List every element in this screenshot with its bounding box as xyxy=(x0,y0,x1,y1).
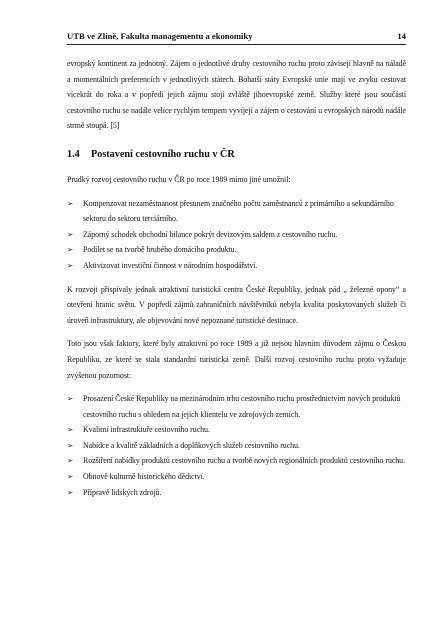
priorities-list xyxy=(67,391,406,500)
lead-paragraph: Prudký rozvoj cestovního ruchu v ČR po roce 1989 mimo jiné umožnil: xyxy=(67,174,291,184)
list-item xyxy=(67,391,406,422)
list-item-text: Kompenzovat nezaměstnanost přesunem značného počtu zaměstnanců z primárního a sekundárního sektoru do sektoru terciárního. xyxy=(83,198,394,224)
arrowhead-bullet-icon: ➢ xyxy=(67,198,74,208)
list-item xyxy=(67,242,406,258)
list-item xyxy=(67,258,406,274)
arrowhead-bullet-icon: ➢ xyxy=(67,487,74,497)
list-item xyxy=(67,485,406,501)
list-item-text: Aktivizovat investiční činnost v národním hospodářství. xyxy=(83,260,258,270)
arrowhead-bullet-icon: ➢ xyxy=(67,394,74,404)
list-item xyxy=(67,196,406,227)
arrowhead-bullet-icon: ➢ xyxy=(67,440,74,450)
list-item-text: Nabídce a kvalitě základních a doplňkových služeb cestovního ruchu. xyxy=(83,440,300,450)
section-title: Postavení cestovního ruchu v ČR xyxy=(91,148,235,160)
section-number: 1.4 xyxy=(67,148,80,160)
intro-paragraph: evropský kontinent za jednotný. Zájem o jednotlivé druhy cestovního ruchu proto závisejí hlavně na náladě a momentálních preferencích v jednotlivých státech. Bohatší státy Evropské unie mají ve zvyku cestovat vícekrát do roka a v popředí jejich zájmu stojí zvláště jihoevropské země. Služby které jsou součástí cestovního ruchu se nadále velice rychlým tempem vyvíjejí a zájem o cestování u evropských národů nadále strmě stoupá. [5] xyxy=(67,59,406,131)
running-header xyxy=(67,29,406,43)
list-item-text: Záporný schodek obchodní bilance pokrýt devizovým saldem z cestovního ruchu. xyxy=(83,229,338,239)
list-item xyxy=(67,227,406,243)
arrowhead-bullet-icon: ➢ xyxy=(67,245,74,255)
arrowhead-bullet-icon: ➢ xyxy=(67,425,74,435)
factors-paragraph: Toto jsou však faktory, které byly atraktivní po roce 1989 a již nejsou hlavním důvodem zájmu o Českou Republiku, ze které se stala standardní turistická země. Další rozvoj cestovního ruchu proto vyžaduje zvýšenou pozornost: xyxy=(67,339,406,380)
arrowhead-bullet-icon: ➢ xyxy=(67,456,74,466)
list-item xyxy=(67,469,406,485)
list-item-text: Rozšíření nabídky produktů cestovního ruchu a tvorbě nových regionálních produktů cestovního ruchu. xyxy=(83,456,405,466)
header-divider xyxy=(67,44,406,45)
list-item-text: Obnově kulturně historického dědictví. xyxy=(83,472,205,482)
development-paragraph: K rozvoji přispívaly jednak atraktivní turistická centra České Republiky, jednak pád „ železné opony“ a otevření hranic světu. V popředí zájmů zahraničních návštěvníků nebyla kvalita poskytovaných služeb či úroveň infrastruktury, ale objevování nové nepoznané turistické destinace. xyxy=(67,284,406,325)
list-item-text: Prosazení České Republiky na mezinárodním trhu cestovního ruchu prostřednictvím nových produktů cestovního ruchu s ohledem na jejich klientelu ve zdrojových zemích. xyxy=(83,394,401,419)
section-heading xyxy=(67,148,406,162)
list-item-text: Kvalitní infrastruktuře cestovního ruchu. xyxy=(83,425,210,435)
benefits-list xyxy=(67,196,406,274)
header-title: UTB ve Zlíně, Fakulta managementu a ekonomiky xyxy=(67,31,253,41)
page-number: 14 xyxy=(397,31,406,41)
list-item-text: Přípravě lidských zdrojů. xyxy=(83,487,162,497)
list-item xyxy=(67,438,406,454)
list-item xyxy=(67,453,406,469)
arrowhead-bullet-icon: ➢ xyxy=(67,472,74,482)
list-item-text: Podílet se na tvorbě hrubého domácího produktu. xyxy=(83,245,237,255)
arrowhead-bullet-icon: ➢ xyxy=(67,260,74,270)
arrowhead-bullet-icon: ➢ xyxy=(67,229,74,239)
list-item xyxy=(67,422,406,438)
document-body xyxy=(67,56,406,508)
